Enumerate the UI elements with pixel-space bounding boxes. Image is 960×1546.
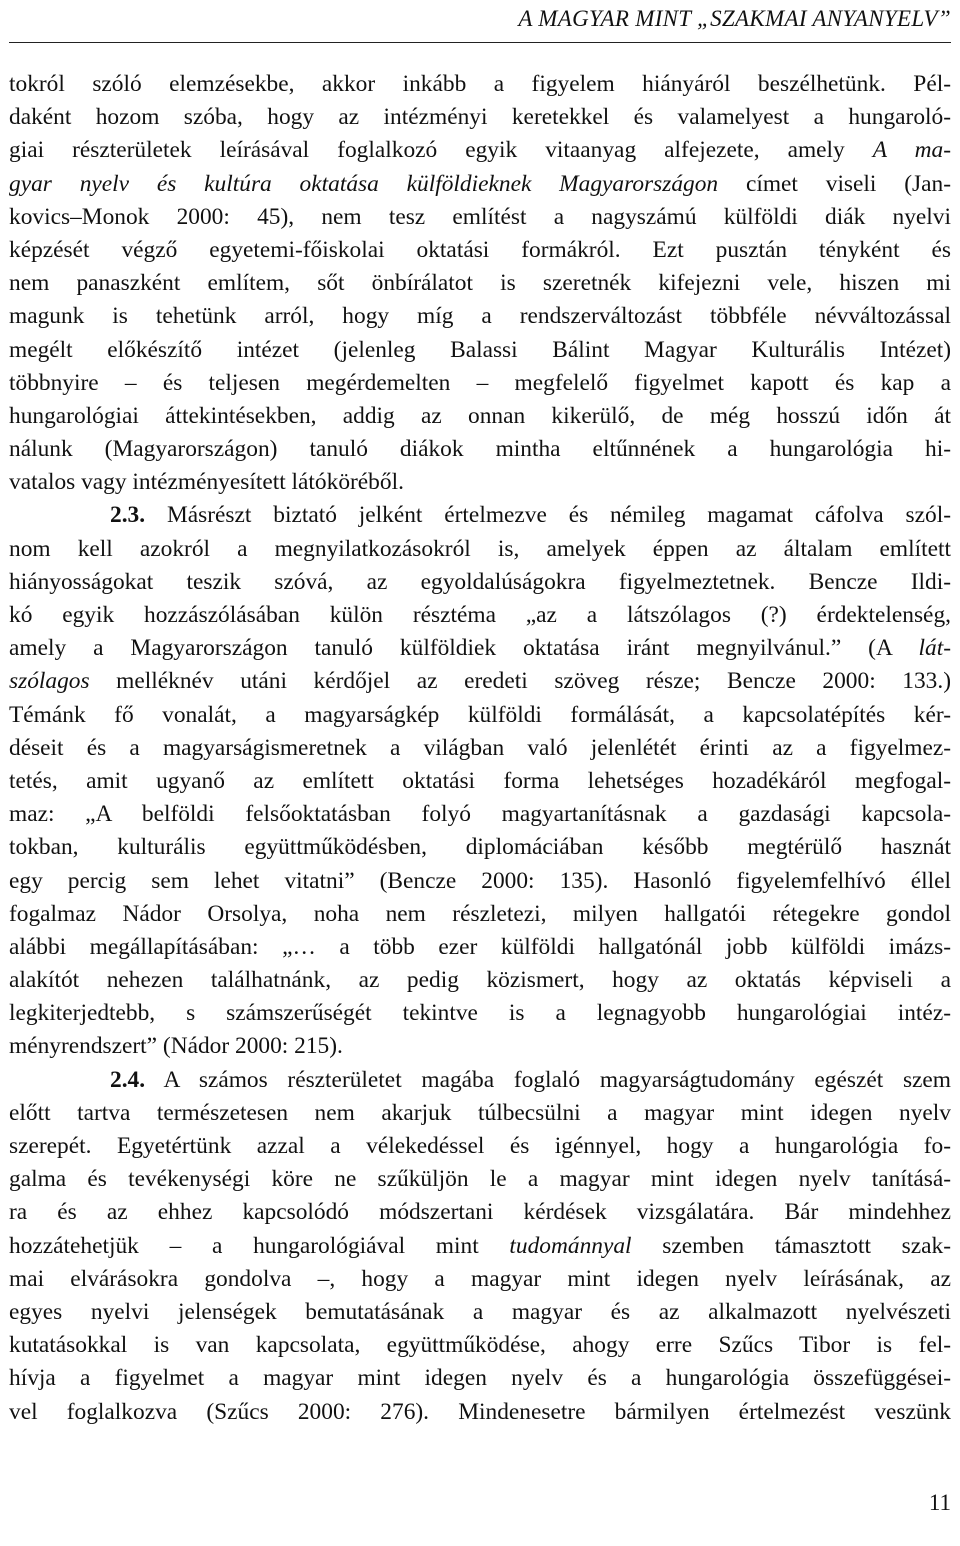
text-run: kutatásokkal is van kapcsolata, együttműködése, ahogy erre Szűcs Tibor is fel-	[9, 1332, 951, 1359]
text-line	[9, 732, 951, 765]
running-title: A MAGYAR MINT „SZAKMAI ANYANYELV”	[518, 6, 951, 31]
text-line	[9, 1362, 951, 1395]
text-line	[9, 699, 951, 732]
text-line	[9, 1329, 951, 1362]
text-run: megélt előkészítő intézet (jelenleg Balassi Bálint Magyar Kulturális Intézet)	[9, 336, 951, 363]
text-run: Másrészt biztató jelként értelmezve és némileg magamat cáfolva szól-	[145, 502, 951, 529]
text-run: tokról szóló elemzésekbe, akkor inkább a figyelem hiányáról beszélhetünk. Pél-	[9, 71, 951, 97]
text-line	[9, 400, 951, 433]
text-run: nom kell azokról a megnyilatkozásokról is, amelyek éppen az általam említett	[9, 535, 951, 562]
text-run: giai részterületek leírásával foglalkozó egyik vitaanyag alfejezete, amely	[9, 137, 873, 164]
text-line	[9, 433, 951, 466]
text-run: többnyire – és teljesen megérdemelten – megfelelő figyelmet kapott és kap a	[9, 369, 951, 396]
text-line	[9, 201, 951, 234]
text-line	[9, 1263, 951, 1296]
page-number: 11	[928, 1490, 951, 1515]
text-line	[9, 765, 951, 798]
text-line	[9, 831, 951, 864]
text-run: daként hozom szóba, hogy az intézményi keretekkel és valamelyest a hungaroló-	[9, 104, 951, 131]
text-line	[9, 1097, 951, 1130]
text-run: fogalmaz Nádor Orsolya, noha nem részletezi, milyen hallgatói rétegekre gondol	[9, 900, 951, 927]
text-run: A számos részterületet magába foglaló magyarságtudomány egészét szem	[145, 1066, 951, 1093]
text-line	[9, 1396, 951, 1429]
text-line	[9, 964, 951, 997]
text-line	[9, 1130, 951, 1163]
text-line	[9, 68, 951, 101]
text-line	[9, 1064, 951, 1097]
text-run: előtt tartva természetesen nem akarjuk túlbecsülni a magyar mint idegen nyelv	[9, 1099, 951, 1126]
text-run: legkiterjedtebb, s számszerűségét tekintve is a legnagyobb hungarológiai intéz-	[9, 1000, 951, 1027]
text-run: vatalos vagy intézményesített látóköréből.	[9, 469, 404, 496]
italic-text: gyar nyelv és kultúra oktatása külföldieknek Magyarországon	[9, 170, 719, 197]
text-run: kovics–Monok 2000: 45), nem tesz említést a nagyszámú külföldi diák nyelvi	[9, 203, 951, 230]
text-run: alábbi megállapításában: „… a több ezer külföldi hallgatónál jobb külföldi imázs-	[9, 933, 951, 960]
text-line	[9, 632, 951, 665]
text-run: címet viseli (Jan-	[718, 170, 951, 197]
text-line	[9, 931, 951, 964]
text-run: galma és tevékenységi köre ne szűküljön le a magyar mint idegen nyelv tanításá-	[9, 1166, 951, 1193]
text-line	[9, 997, 951, 1030]
italic-text: szólagos	[9, 668, 90, 695]
text-run: Témánk fő vonalát, a magyarságkép külföldi formálását, a kapcsolatépítés kér-	[9, 701, 951, 728]
text-run: hiányosságokat teszik szóvá, az egyoldalúságokra figyelmeztetnek. Bencze Ildi-	[9, 568, 951, 595]
text-run: szerepét. Egyetértünk azzal a vélekedéssel és igénnyel, hogy a hungarológia fo-	[9, 1133, 951, 1159]
text-line	[9, 466, 951, 499]
text-line	[9, 300, 951, 333]
text-run: tokban, kulturális együttműködésben, diplomáciában később megtérülő hasznát	[9, 834, 951, 861]
italic-text: A ma-	[872, 137, 951, 164]
text-run: maz: „A belföldi felsőoktatásban folyó magyartanításnak a gazdasági kapcsola-	[9, 801, 951, 828]
text-run: szemben támasztott szak-	[631, 1232, 951, 1259]
text-line	[9, 898, 951, 931]
section-number: 2.3.	[110, 502, 146, 529]
text-line	[9, 1163, 951, 1196]
text-run: hungarológiai áttekintésekben, addig az onnan kikerülő, de még hosszú időn át	[9, 402, 951, 429]
text-line	[9, 367, 951, 400]
text-run: ra és az ehhez kapcsolódó módszertani kérdések vizsgálatára. Bár mindehhez	[9, 1199, 951, 1226]
text-run: alakítót nehezen találhatnánk, az pedig közismert, hogy az oktatás képviseli a	[9, 967, 951, 994]
italic-text: lát-	[918, 635, 951, 662]
text-line	[9, 267, 951, 300]
text-run: melléknév utáni kérdőjel az eredeti szöveg része; Bencze 2000: 133.)	[89, 668, 951, 695]
text-run: ményrendszert” (Nádor 2000: 215).	[9, 1033, 343, 1060]
text-run: tetés, amit ugyanő az említett oktatási forma lehetséges hozadékáról megfogal-	[9, 767, 951, 794]
text-run: egyes nyelvi jelenségek bemutatásának a magyar és az alkalmazott nyelvészeti	[9, 1298, 951, 1325]
text-line	[9, 499, 951, 532]
text-line	[9, 334, 951, 367]
italic-text: tudománnyal	[509, 1232, 632, 1259]
text-run: déseit és a magyarságismeretnek a világban való jelenlétét érinti az a figyelmez-	[9, 734, 951, 761]
section-number: 2.4.	[110, 1066, 146, 1093]
text-run: vel foglalkozva (Szűcs 2000: 276). Mindenesetre bármilyen értelmezést veszünk	[9, 1398, 951, 1425]
text-line	[9, 1196, 951, 1229]
text-run: egy percig sem lehet vitatni” (Bencze 2000: 135). Hasonló figyelemfelhívó éllel	[9, 867, 951, 894]
text-line	[9, 865, 951, 898]
text-line	[9, 533, 951, 566]
text-run: hívja a figyelmet a magyar mint idegen nyelv és a hungarológia összefüggései-	[9, 1365, 951, 1392]
text-line	[9, 168, 951, 201]
body-text	[9, 68, 951, 1429]
text-run: hozzátehetjük – a hungarológiával mint	[9, 1232, 510, 1259]
text-line	[9, 665, 951, 698]
text-line	[9, 1230, 951, 1263]
text-run: magunk is tehetünk arról, hogy míg a rendszerváltozást többféle névváltozással	[9, 303, 951, 330]
text-line	[9, 234, 951, 267]
text-run: mai elvárásokra gondolva –, hogy a magyar mint idegen nyelv leírásának, az	[9, 1265, 951, 1292]
text-run: képzését végző egyetemi-főiskolai oktatási formákról. Ezt pusztán tényként és	[9, 236, 951, 263]
text-run: nálunk (Magyarországon) tanuló diákok mintha eltűnnének a hungarológia hi-	[9, 436, 951, 463]
text-line	[9, 1296, 951, 1329]
text-line	[9, 798, 951, 831]
text-run: kó egyik hozzászólásában külön résztéma „az a látszólagos (?) érdektelenség,	[9, 602, 951, 628]
text-line	[9, 599, 951, 632]
text-line	[9, 566, 951, 599]
running-header	[9, 4, 951, 43]
text-run: nem panaszként említem, sőt önbírálatot is szeretnék kifejezni vele, hiszen mi	[9, 270, 951, 297]
text-line	[9, 134, 951, 167]
text-run: amely a Magyarországon tanuló külföldiek oktatása iránt megnyilvánul.” (A	[9, 635, 919, 662]
text-line	[9, 1030, 951, 1063]
text-line	[9, 101, 951, 134]
